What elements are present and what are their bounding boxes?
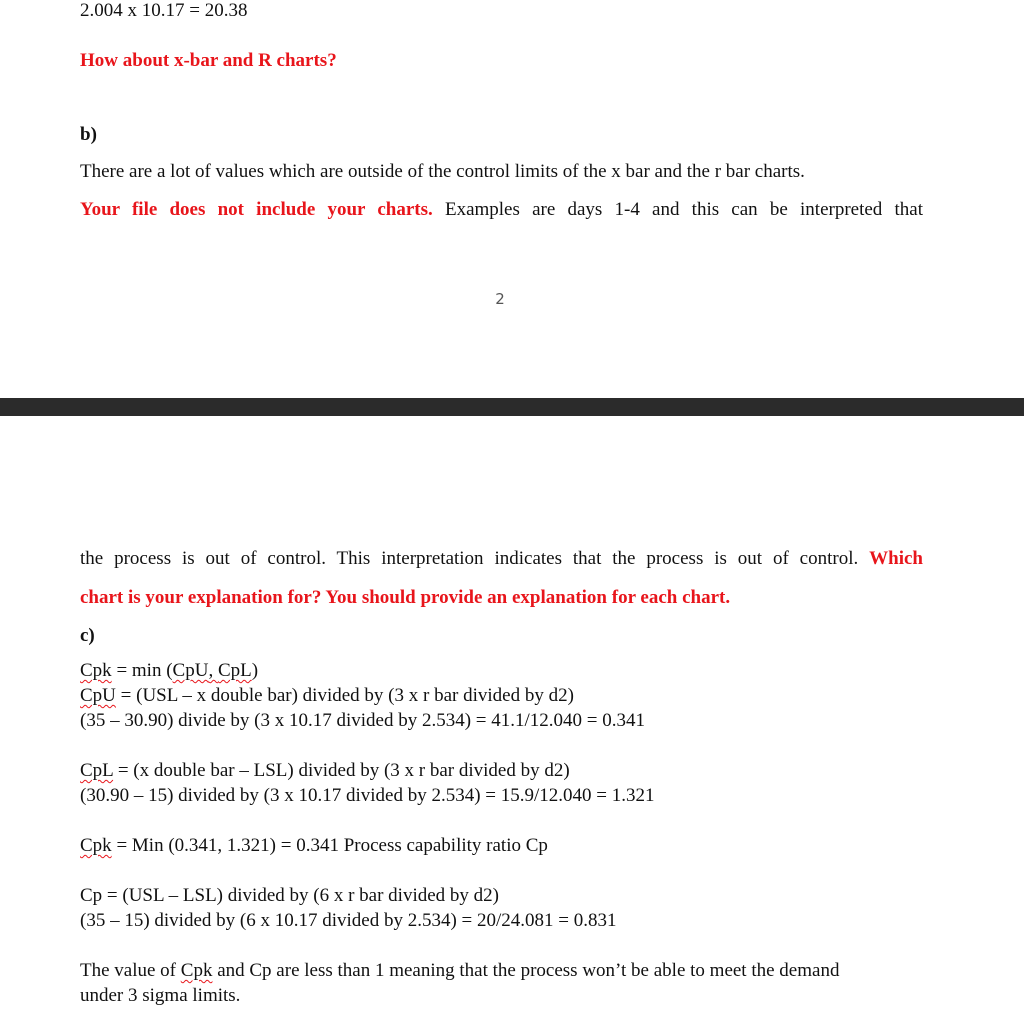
calc-line: 2.004 x 10.17 = 20.38 [80, 0, 248, 21]
cpk-definition [80, 660, 258, 682]
cpu-definition [80, 685, 574, 707]
conclusion-line1 [80, 960, 839, 982]
cpl-calculation: (30.90 – 15) divided by (3 x 10.17 divided by 2.534) = 15.9/12.040 = 1.321 [80, 785, 655, 806]
section-label-b: b) [80, 124, 97, 145]
cp-definition: Cp = (USL – LSL) divided by (6 x r bar divided by d2) [80, 885, 499, 906]
cpk-min-text: = min ( [111, 660, 173, 681]
cpk-term: Cpk [180, 960, 213, 981]
cpu-term: CpU [80, 685, 116, 706]
cpk-result-text: = Min (0.341, 1.321) = 0.341 Process capability ratio Cp [111, 835, 548, 856]
paragraph-b-continued-text: the process is out of control. This interpretation indicates that the process is out of control. [80, 548, 859, 569]
cpk-term: Cpk [80, 835, 112, 856]
cpu-term: CpU [172, 660, 209, 681]
page-break-divider [0, 398, 1024, 416]
cpl-term: CpL [80, 760, 114, 781]
cpk-comma: , [208, 660, 218, 681]
cpu-definition-text: = (USL – x double bar) divided by (3 x r bar divided by d2) [115, 685, 574, 706]
comment-xbar-r: How about x-bar and R charts? [80, 50, 337, 71]
cpl-definition [80, 760, 570, 782]
cpu-calculation: (35 – 30.90) divide by (3 x 10.17 divided by 2.534) = 41.1/12.040 = 0.341 [80, 710, 645, 731]
comment-which-chart: chart is your explanation for? You should provide an explanation for each chart. [80, 587, 731, 608]
cpk-term: Cpk [80, 660, 112, 681]
cpl-term: CpL [217, 660, 252, 681]
cpk-close-paren: ) [251, 660, 259, 681]
cp-calculation: (35 – 15) divided by (6 x 10.17 divided by 2.534) = 20/24.081 = 0.831 [80, 910, 617, 931]
comment-no-charts: Your file does not include your charts. [80, 199, 433, 220]
paragraph-b-line2-text: Examples are days 1-4 and this can be interpreted that [432, 199, 923, 220]
comment-which-start: Which [869, 548, 923, 569]
paragraph-b-continued [80, 548, 923, 570]
cpl-definition-text: = (x double bar – LSL) divided by (3 x r bar divided by d2) [113, 760, 570, 781]
conclusion-line2: under 3 sigma limits. [80, 985, 241, 1006]
page-number: 2 [495, 290, 505, 308]
conclusion-start: The value of [80, 960, 181, 981]
cpk-result [80, 835, 548, 857]
conclusion-rest: and Cp are less than 1 meaning that the process won’t be able to meet the demand [212, 960, 840, 981]
section-label-c: c) [80, 625, 95, 646]
paragraph-b-line1: There are a lot of values which are outside of the control limits of the x bar and the r bar charts. [80, 161, 805, 182]
paragraph-b-line2 [80, 199, 923, 221]
